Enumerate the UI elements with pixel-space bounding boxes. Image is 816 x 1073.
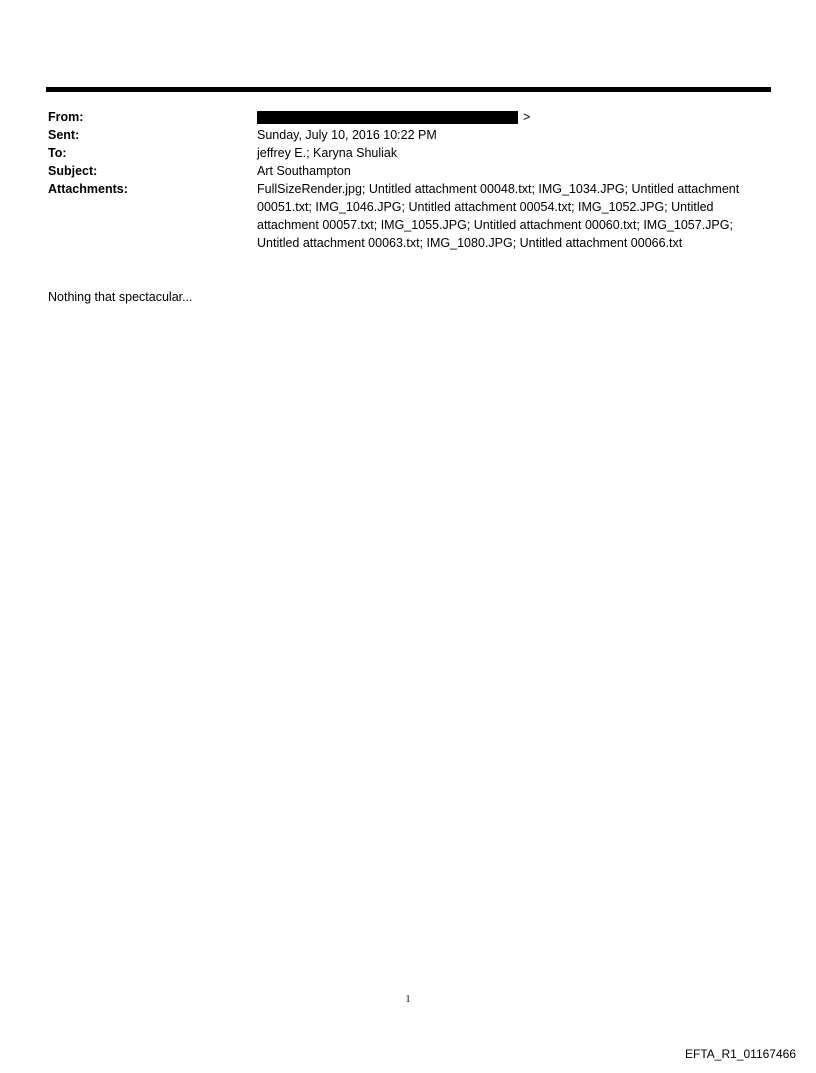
sent-row xyxy=(48,126,770,144)
from-row xyxy=(48,108,770,126)
sent-label: Sent: xyxy=(48,128,80,142)
subject-value: Art Southampton xyxy=(257,164,351,178)
attachments-value: FullSizeRender.jpg; Untitled attachment 00048.txt; IMG_1034.JPG; Untitled attachment 00051.txt; IMG_1046.JPG; Untitled attachment 00054.txt; IMG_1052.JPG; Untitled attachment 00057.txt; IMG_1055.JPG; Untitled attachment 00060.txt; IMG_1057.JPG; Untitled attachment 00063.txt; IMG_1080.JPG; Untitled attachment 00066.txt xyxy=(257,182,740,250)
from-value xyxy=(257,108,770,126)
from-label: From: xyxy=(48,110,84,124)
redaction-block xyxy=(257,111,518,124)
attachments-row xyxy=(48,180,770,252)
attachments-label: Attachments: xyxy=(48,182,128,196)
email-header xyxy=(48,108,770,252)
email-body: Nothing that spectacular... xyxy=(48,290,193,304)
subject-label: Subject: xyxy=(48,164,98,178)
from-value-suffix: > xyxy=(523,110,531,124)
to-label: To: xyxy=(48,146,67,160)
to-row xyxy=(48,144,770,162)
header-divider xyxy=(46,87,771,92)
to-value: jeffrey E.; Karyna Shuliak xyxy=(257,146,398,160)
document-id: EFTA_R1_01167466 xyxy=(685,1047,796,1061)
sent-value: Sunday, July 10, 2016 10:22 PM xyxy=(257,128,437,142)
page-number: 1 xyxy=(405,994,411,1005)
subject-row xyxy=(48,162,770,180)
